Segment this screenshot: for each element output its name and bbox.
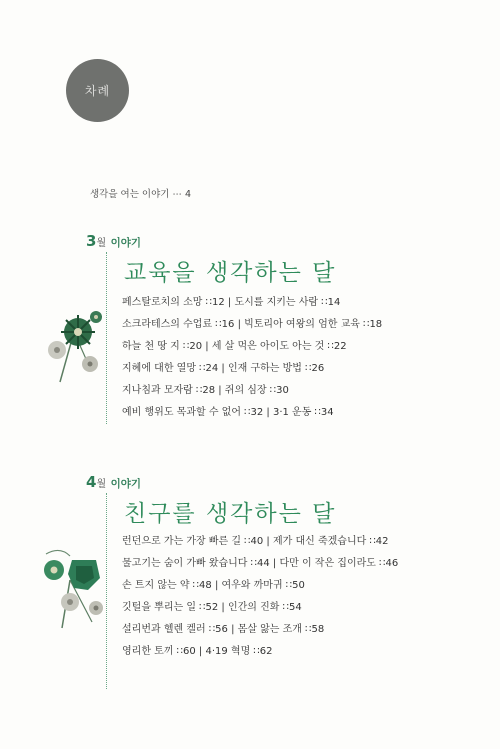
toc-row[interactable]: 예비 행위도 목과할 수 없어 ∷32 | 3·1 운동 ∷34 xyxy=(122,407,334,418)
toc-row[interactable]: 물고기는 숨이 가빠 왔습니다 ∷44 | 다만 이 작은 집이라도 ∷46 xyxy=(122,558,399,569)
month-number: 4 xyxy=(86,473,97,491)
toc-row[interactable]: 지혜에 대한 열망 ∷24 | 인재 구하는 방법 ∷26 xyxy=(122,363,325,374)
toc-row[interactable]: 지나침과 모자람 ∷28 | 쥐의 심장 ∷30 xyxy=(122,385,289,396)
contents-badge: 차례 xyxy=(66,59,129,122)
month-label: 이야기 xyxy=(110,237,142,249)
month-label: 이야기 xyxy=(110,478,142,490)
month-heading xyxy=(86,232,141,250)
toc-row[interactable]: 손 트지 않는 약 ∷48 | 여우와 까마귀 ∷50 xyxy=(122,580,305,591)
toc-row[interactable]: 깃털을 뿌리는 일 ∷52 | 인간의 진화 ∷54 xyxy=(122,602,302,613)
toc-list xyxy=(122,531,398,663)
section-title: 친구를 생각하는 달 xyxy=(124,501,337,527)
toc-row[interactable]: 런던으로 가는 가장 빠른 길 ∷40 | 제가 대신 죽겠습니다 ∷42 xyxy=(122,536,389,547)
prologue-entry[interactable]: 생각을 여는 이야기 ⋯ 4 xyxy=(90,189,192,200)
flower-illustration-icon xyxy=(44,302,106,386)
month-heading xyxy=(86,473,141,491)
month-unit: 월 xyxy=(96,479,107,490)
toc-list xyxy=(122,292,382,424)
month-number: 3 xyxy=(86,232,97,250)
toc-row[interactable]: 하늘 천 땅 지 ∷20 | 세 살 먹은 아이도 아는 것 ∷22 xyxy=(122,341,347,352)
flower-illustration-icon xyxy=(40,540,108,630)
toc-row[interactable]: 설리번과 헬렌 켈러 ∷56 | 몸살 앓는 조개 ∷58 xyxy=(122,624,325,635)
section-title: 교육을 생각하는 달 xyxy=(124,260,337,286)
divider-line xyxy=(106,252,107,424)
toc-row[interactable]: 영리한 토끼 ∷60 | 4·19 혁명 ∷62 xyxy=(122,646,273,657)
toc-row[interactable]: 소크라테스의 수업료 ∷16 | 빅토리아 여왕의 엄한 교육 ∷18 xyxy=(122,319,383,330)
toc-row[interactable]: 페스탈로치의 소망 ∷12 | 도시를 지키는 사람 ∷14 xyxy=(122,297,341,308)
month-unit: 월 xyxy=(96,238,107,249)
